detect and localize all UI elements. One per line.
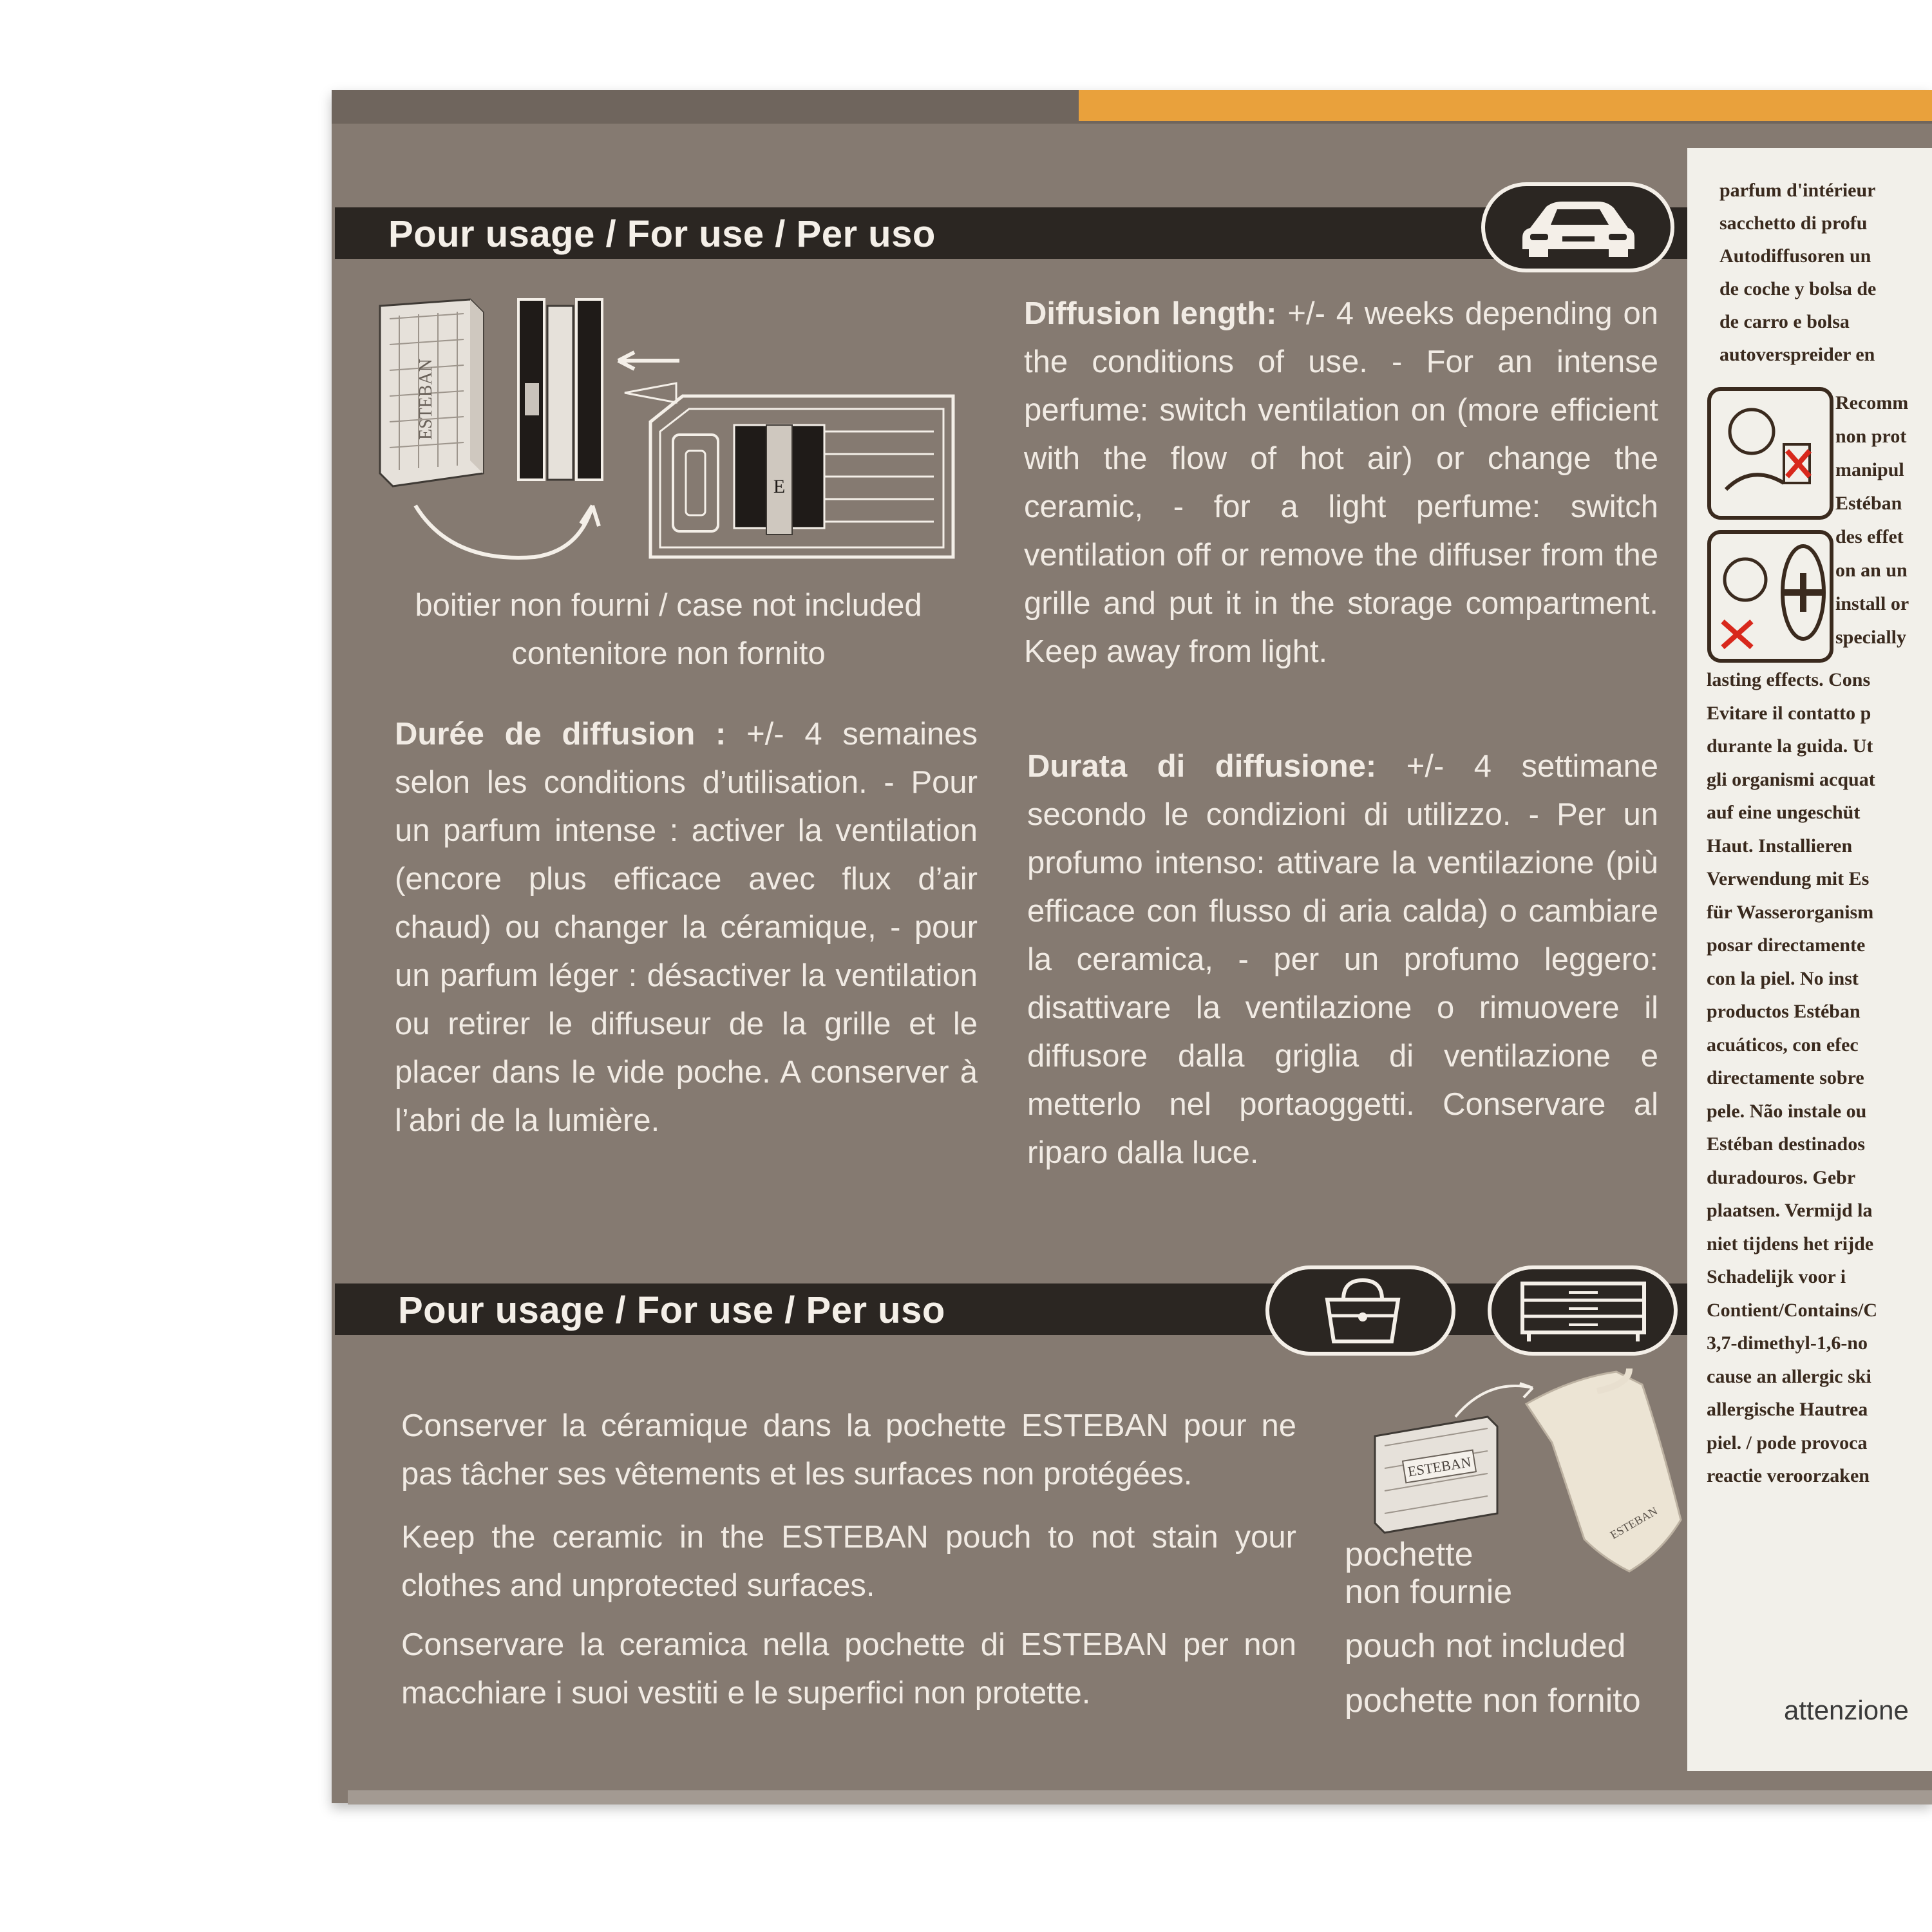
section1-header-title: Pour usage / For use / Per uso [388,213,936,255]
pouch-caption-2: non fournie [1345,1573,1513,1611]
car-badge [1481,182,1674,272]
side-panel-bottom-text: attenzione [1784,1695,1909,1725]
pouch-caption-1: pochette [1345,1536,1473,1573]
pouch-brand-text: ESTEBAN [1607,1504,1660,1542]
clip-letter: E [773,476,786,497]
french-body: +/- 4 semaines selon les conditions d’utilisation. - Pour un parfum intense : activer la ventilation (encore plus efficace avec flux d’air chaud) ou changer la céramique, - pour un parfum léger : désactiver la ventilation ou retirer le diffuseur de la grille et le placer dans le vide poche. A conserver à l’abri de la lumière. [395,717,978,1138]
diffuser-installation-illustration [374,293,979,576]
english-body: +/- 4 weeks depending on the conditions of use. - For an intense perfume: switch ventilation on (more efficient with the flow of hot air) or change the ceramic, - for a light perfume: switch ventilation off or remove the diffuser from the grille and put it in the storage compartment. Keep away from light. [1024,296,1658,669]
pouch-instructions-fr: Conserver la céramique dans la pochette ESTEBAN pour ne pas tâcher ses vêtements et les surfaces non protégées. [401,1408,1296,1492]
french-instructions [395,710,978,1145]
section2-header-title: Pour usage / For use / Per uso [398,1289,945,1331]
english-title: Diffusion length: [1024,296,1277,331]
car-icon [1517,199,1640,257]
english-instructions [1024,290,1658,676]
box-brand-text: ESTEBAN [416,359,436,440]
french-title: Durée de diffusion : [395,717,726,752]
air-vent-icon [650,396,953,557]
diffuser-clip-icon [518,299,602,480]
pouch-caption-4: pochette non fornito [1345,1682,1641,1719]
ceramic-tile-icon [1375,1417,1497,1533]
side-panel-top-text: parfum d'intérieur sacchetto di profu Autodiffusoren un de coche y bolsa de de carro e bolsa autoverspreider en [1719,180,1877,365]
pouch-instructions-it: Conservare la ceramica nella pochette di ESTEBAN per non macchiare i suoi vestiti e le superfici non protette. [401,1627,1296,1710]
side-panel [1687,148,1932,1771]
pouch-instructions-en: Keep the ceramic in the ESTEBAN pouch to not stain your clothes and unprotected surfaces. [401,1520,1296,1603]
warning-pictograms-icon [1707,386,1835,663]
tile-brand-text: ESTEBAN [1406,1454,1472,1480]
case-caption-line1: boitier non fourni / case not included [415,588,922,623]
italian-title: Durata di diffusione: [1027,749,1377,784]
case-caption-line2: contenitore non fornito [511,636,826,671]
package-bottom-edge [348,1790,1932,1804]
handbag-icon [1321,1277,1405,1345]
side-panel-body-text: lasting effects. Cons Evitare il contatto p durante la guida. Ut gli organismi acquat auf eine ungeschüt Haut. Installieren Verwendung mit Es für Wasserorganism posar directamente con la piel. No inst productos Estéban acuáticos, con efec directamente sobre pele. Não instale ou Estéban destinados duradouros. Gebr plaatsen. Vermijd la niet tijdens het rijde Schadelijk voor i Contient/Contains/C 3,7-dimethyl-1,6-no cause an allergic ski allergische Hautrea piel. / pode provoca reactie veroorzaken [1707,669,1878,1486]
handbag-badge [1265,1265,1455,1356]
orange-flap [1079,90,1932,121]
italian-instructions [1027,743,1658,1177]
ceramic-box-icon [380,299,483,486]
dresser-icon [1517,1278,1649,1343]
side-panel-warning-text: Recomm non prot manipul Estéban des effet on an un install or specially [1835,392,1909,648]
fabric-pouch-icon [1526,1368,1681,1571]
pouch-caption-3: pouch not included [1345,1627,1626,1665]
italian-body: +/- 4 settimane secondo le condizioni di utilizzo. - Per un profumo intenso: attivare la ventilazione (più efficace con flusso di aria calda) o cambiare la ceramica, - per un profumo leggero: disattivare la ventilazione o rimuovere il diffusore dalla griglia di ventilazione e metterlo nel portaoggetti. Conservare al riparo dalla luce. [1027,749,1658,1170]
dresser-badge [1488,1265,1678,1356]
